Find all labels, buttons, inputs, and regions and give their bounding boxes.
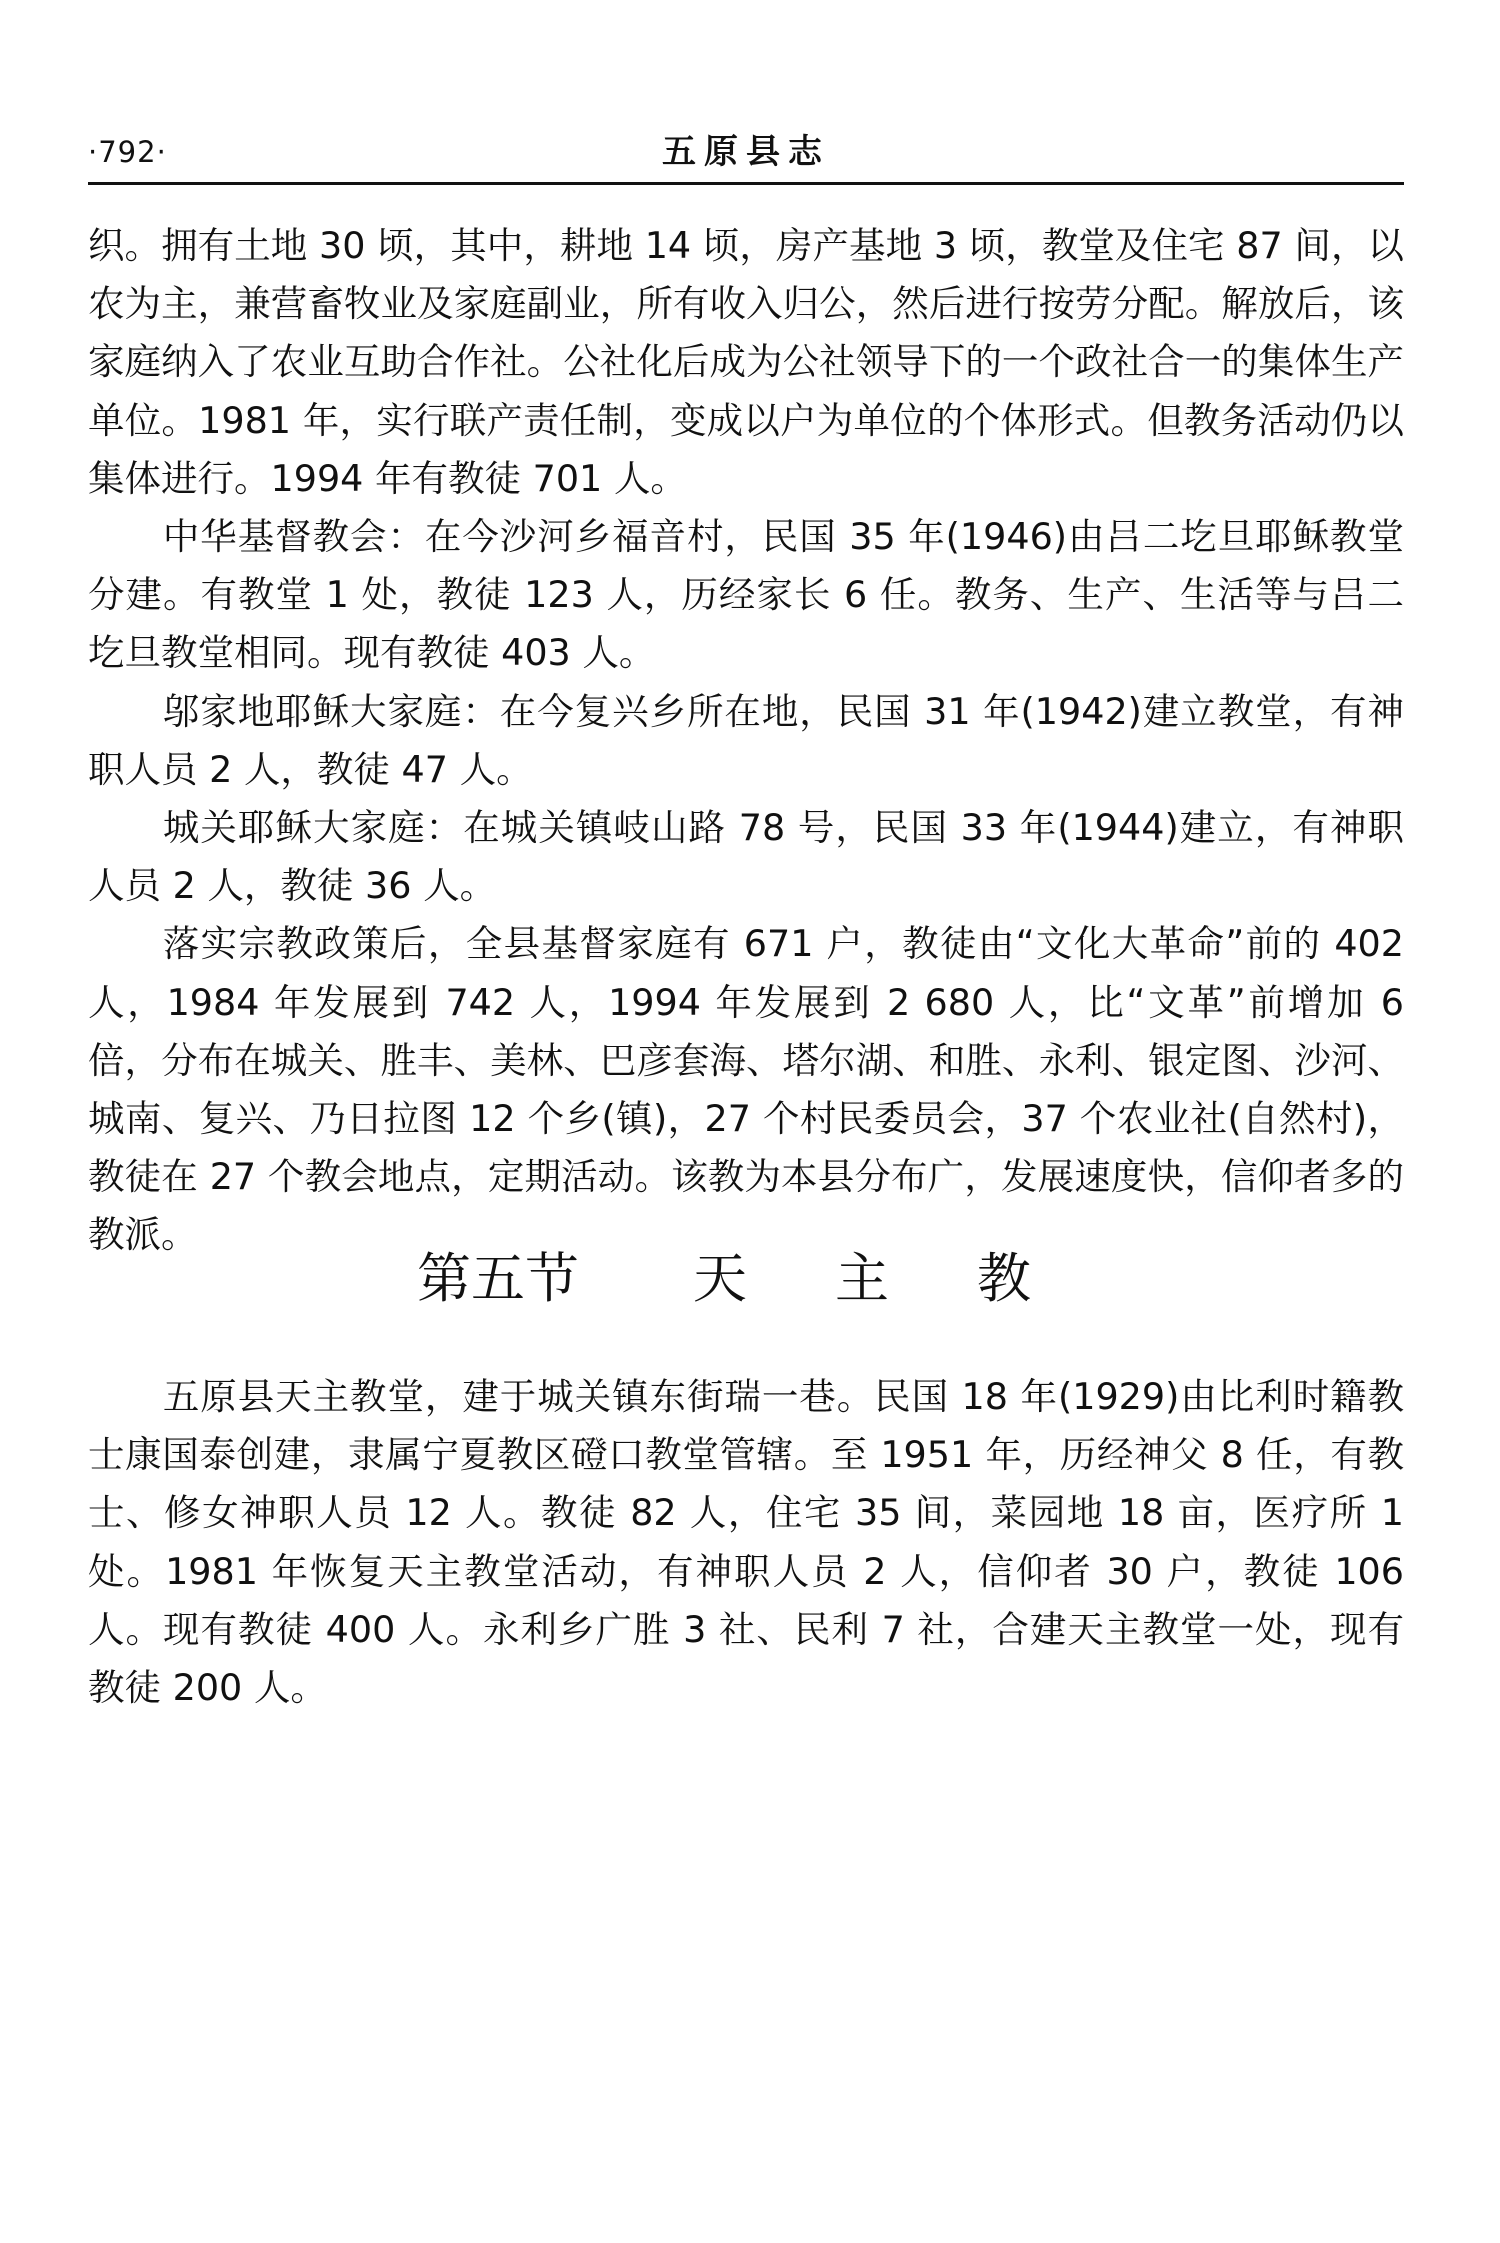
header-divider	[88, 182, 1404, 185]
paragraph-wujiadi-family: 邬家地耶稣大家庭：在今复兴乡所在地，民国 31 年(1942)建立教堂，有神职人员 2 人，教徒 47 人。	[88, 689, 1404, 791]
section-title-char: 教	[977, 1247, 1031, 1310]
book-page	[88, 0, 1404, 2243]
paragraph-chengguan-family: 城关耶稣大家庭：在城关镇岐山路 78 号，民国 33 年(1944)建立，有神职人员 2 人，教徒 36 人。	[88, 806, 1404, 908]
section-title-char: 天	[693, 1247, 747, 1310]
page-header	[88, 128, 1404, 178]
body-text-part-1	[88, 217, 1404, 1265]
paragraph-catholic-church: 五原县天主教堂，建于城关镇东街瑞一巷。民国 18 年(1929)由比利时籍教士康国泰创建，隶属宁夏教区磴口教堂管辖。至 1951 年，历经神父 8 任，有教士、修女神职人员 12 人。教徒 82 人，住宅 35 间，菜园地 18 亩，医疗所 1 处。1981 年恢复天主教堂活动，有神职人员 2 人，信仰者 30 户，教徒 106 人。现有教徒 400 人。永利乡广胜 3 社、民利 7 社，合建天主教堂一处，现有教徒 200 人。	[88, 1375, 1404, 1710]
running-title: 五原县志	[662, 132, 830, 172]
paragraph-continued: 织。拥有土地 30 顷，其中，耕地 14 顷，房产基地 3 顷，教堂及住宅 87 间，以农为主，兼营畜牧业及家庭副业，所有收入归公，然后进行按劳分配。解放后，该家庭纳入了农业互助合作社。公社化后成为公社领导下的一个政社合一的集体生产单位。1981 年，实行联产责任制，变成以户为单位的个体形式。但教务活动仍以集体进行。1994 年有教徒 701 人。	[88, 224, 1404, 500]
body-text-part-2	[88, 1368, 1404, 1717]
page-number: ·792·	[88, 135, 167, 169]
section-heading	[88, 1244, 1404, 1314]
section-number: 第五节	[417, 1247, 579, 1310]
paragraph-policy-summary: 落实宗教政策后，全县基督家庭有 671 户，教徒由“文化大革命”前的 402 人，1984 年发展到 742 人，1994 年发展到 2 680 人，比“文革”前增加 6 倍，分布在城关、胜丰、美林、巴彦套海、塔尔湖、和胜、永利、银定图、沙河、城南、复兴、乃日拉图 12 个乡(镇)，27 个村民委员会，37 个农业社(自然村)，教徒在 27 个教会地点，定期活动。该教为本县分布广，发展速度快，信仰者多的教派。	[88, 922, 1404, 1257]
section-title-char: 主	[835, 1247, 889, 1310]
paragraph-chinese-christian-church: 中华基督教会：在今沙河乡福音村，民国 35 年(1946)由吕二圪旦耶稣教堂分建。有教堂 1 处，教徒 123 人，历经家长 6 任。教务、生产、生活等与吕二圪旦教堂相同。现有教徒 403 人。	[88, 515, 1404, 675]
